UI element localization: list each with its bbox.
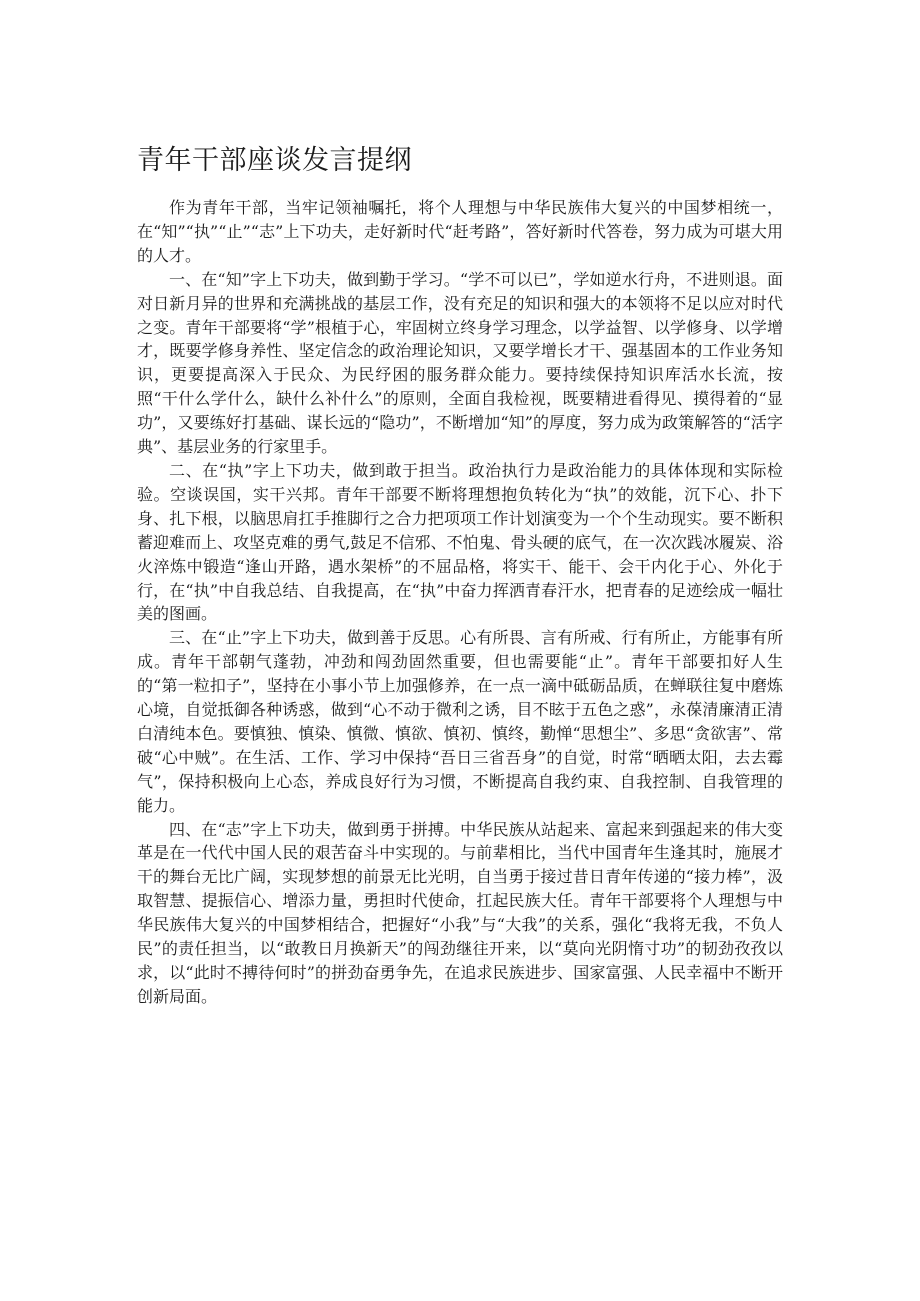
- intro-paragraph: 作为青年干部，当牢记领袖嘱托，将个人理想与中华民族伟大复兴的中国梦相统一，在“知”“执”“止”“志”上下功夫，走好新时代“赶考路”，答好新时代答卷，努力成为可堪大用的人才。: [137, 198, 783, 265]
- section-3-paragraph: 三、在“止”字上下功夫，做到善于反思。心有所畏、言有所戒、行有所止，方能事有所成。青年干部朝气蓬勃，冲劲和闯劲固然重要，但也需要能“止”。青年干部要扣好人生的“第一粒扣子”，坚持在小事小节上加强修养，在一点一滴中砥砺品质，在蝉联往复中磨炼心境，自觉抵御各种诱惑，做到“心不动于微利之诱，目不眩于五色之惑”，永葆清廉清正清白清纯本色。要慎独、慎染、慎微、慎欲、慎初、慎终，勤惮“思想尘”、多思“贪欲害”、常破“心中贼”。在生活、工作、学习中保持“吾日三省吾身”的自觉，时常“晒晒太阳，去去霉气”，保持积极向上心态，养成良好行为习惯，不断提高自我约束、自我控制、自我管理的能力。: [137, 628, 783, 815]
- document-title: 青年干部座谈发言提纲: [137, 145, 412, 176]
- section-4-paragraph: 四、在“志”字上下功夫，做到勇于拼搏。中华民族从站起来、富起来到强起来的伟大变革是在一代代中国人民的艰苦奋斗中实现的。与前辈相比，当代中国青年生逢其时，施展才干的舞台无比广阔，实现梦想的前景无比光明，自当勇于接过昔日青年传递的“接力棒”，汲取智慧、提振信心、增添力量，勇担时代使命，扛起民族大任。青年干部要将个人理想与中华民族伟大复兴的中国梦相结合，把握好“小我”与“大我”的关系，强化“我将无我，不负人民”的责任担当，以“敢教日月换新天”的闯劲继往开来，以“莫向光阴惰寸功”的韧劲孜孜以求，以“此时不搏待何时”的拼劲奋勇争先，在追求民族进步、国家富强、人民幸福中不断开创新局面。: [137, 819, 783, 1006]
- section-2-paragraph: 二、在“执”字上下功夫，做到敢于担当。政治执行力是政治能力的具体体现和实际检验。空谈误国，实干兴邦。青年干部要不断将理想抱负转化为“执”的效能，沉下心、扑下身、扎下根，以脑思肩扛手推脚行之合力把项项工作计划演变为一个个生动现实。要不断积蓄迎难而上、攻坚克难的勇气,鼓足不信邪、不怕鬼、骨头硬的底气，在一次次践冰履炭、浴火淬炼中锻造“逢山开路，遇水架桥”的不屈品格，将实干、能干、会干内化于心、外化于行，在“执”中自我总结、自我提高，在“执”中奋力挥洒青春汗水，把青春的足迹绘成一幅壮美的图画。: [137, 460, 783, 624]
- document-body: [137, 196, 783, 1009]
- section-1-paragraph: 一、在“知”字上下功夫，做到勤于学习。“学不可以已”，学如逆水行舟，不进则退。面对日新月异的世界和充满挑战的基层工作，没有充足的知识和强大的本领将不足以应对时代之变。青年干部要将“学”根植于心，牢固树立终身学习理念，以学益智、以学修身、以学增才，既要学修身养性、坚定信念的政治理论知识，又要学增长才干、强基固本的工作业务知识，更要提高深入于民众、为民纾困的服务群众能力。要持续保持知识库活水长流，按照“干什么学什么，缺什么补什么”的原则，全面自我检视，既要精进看得见、摸得着的“显功”，又要练好打基础、谋长远的“隐功”，不断增加“知”的厚度，努力成为政策解答的“活字典”、基层业务的行家里手。: [137, 269, 783, 457]
